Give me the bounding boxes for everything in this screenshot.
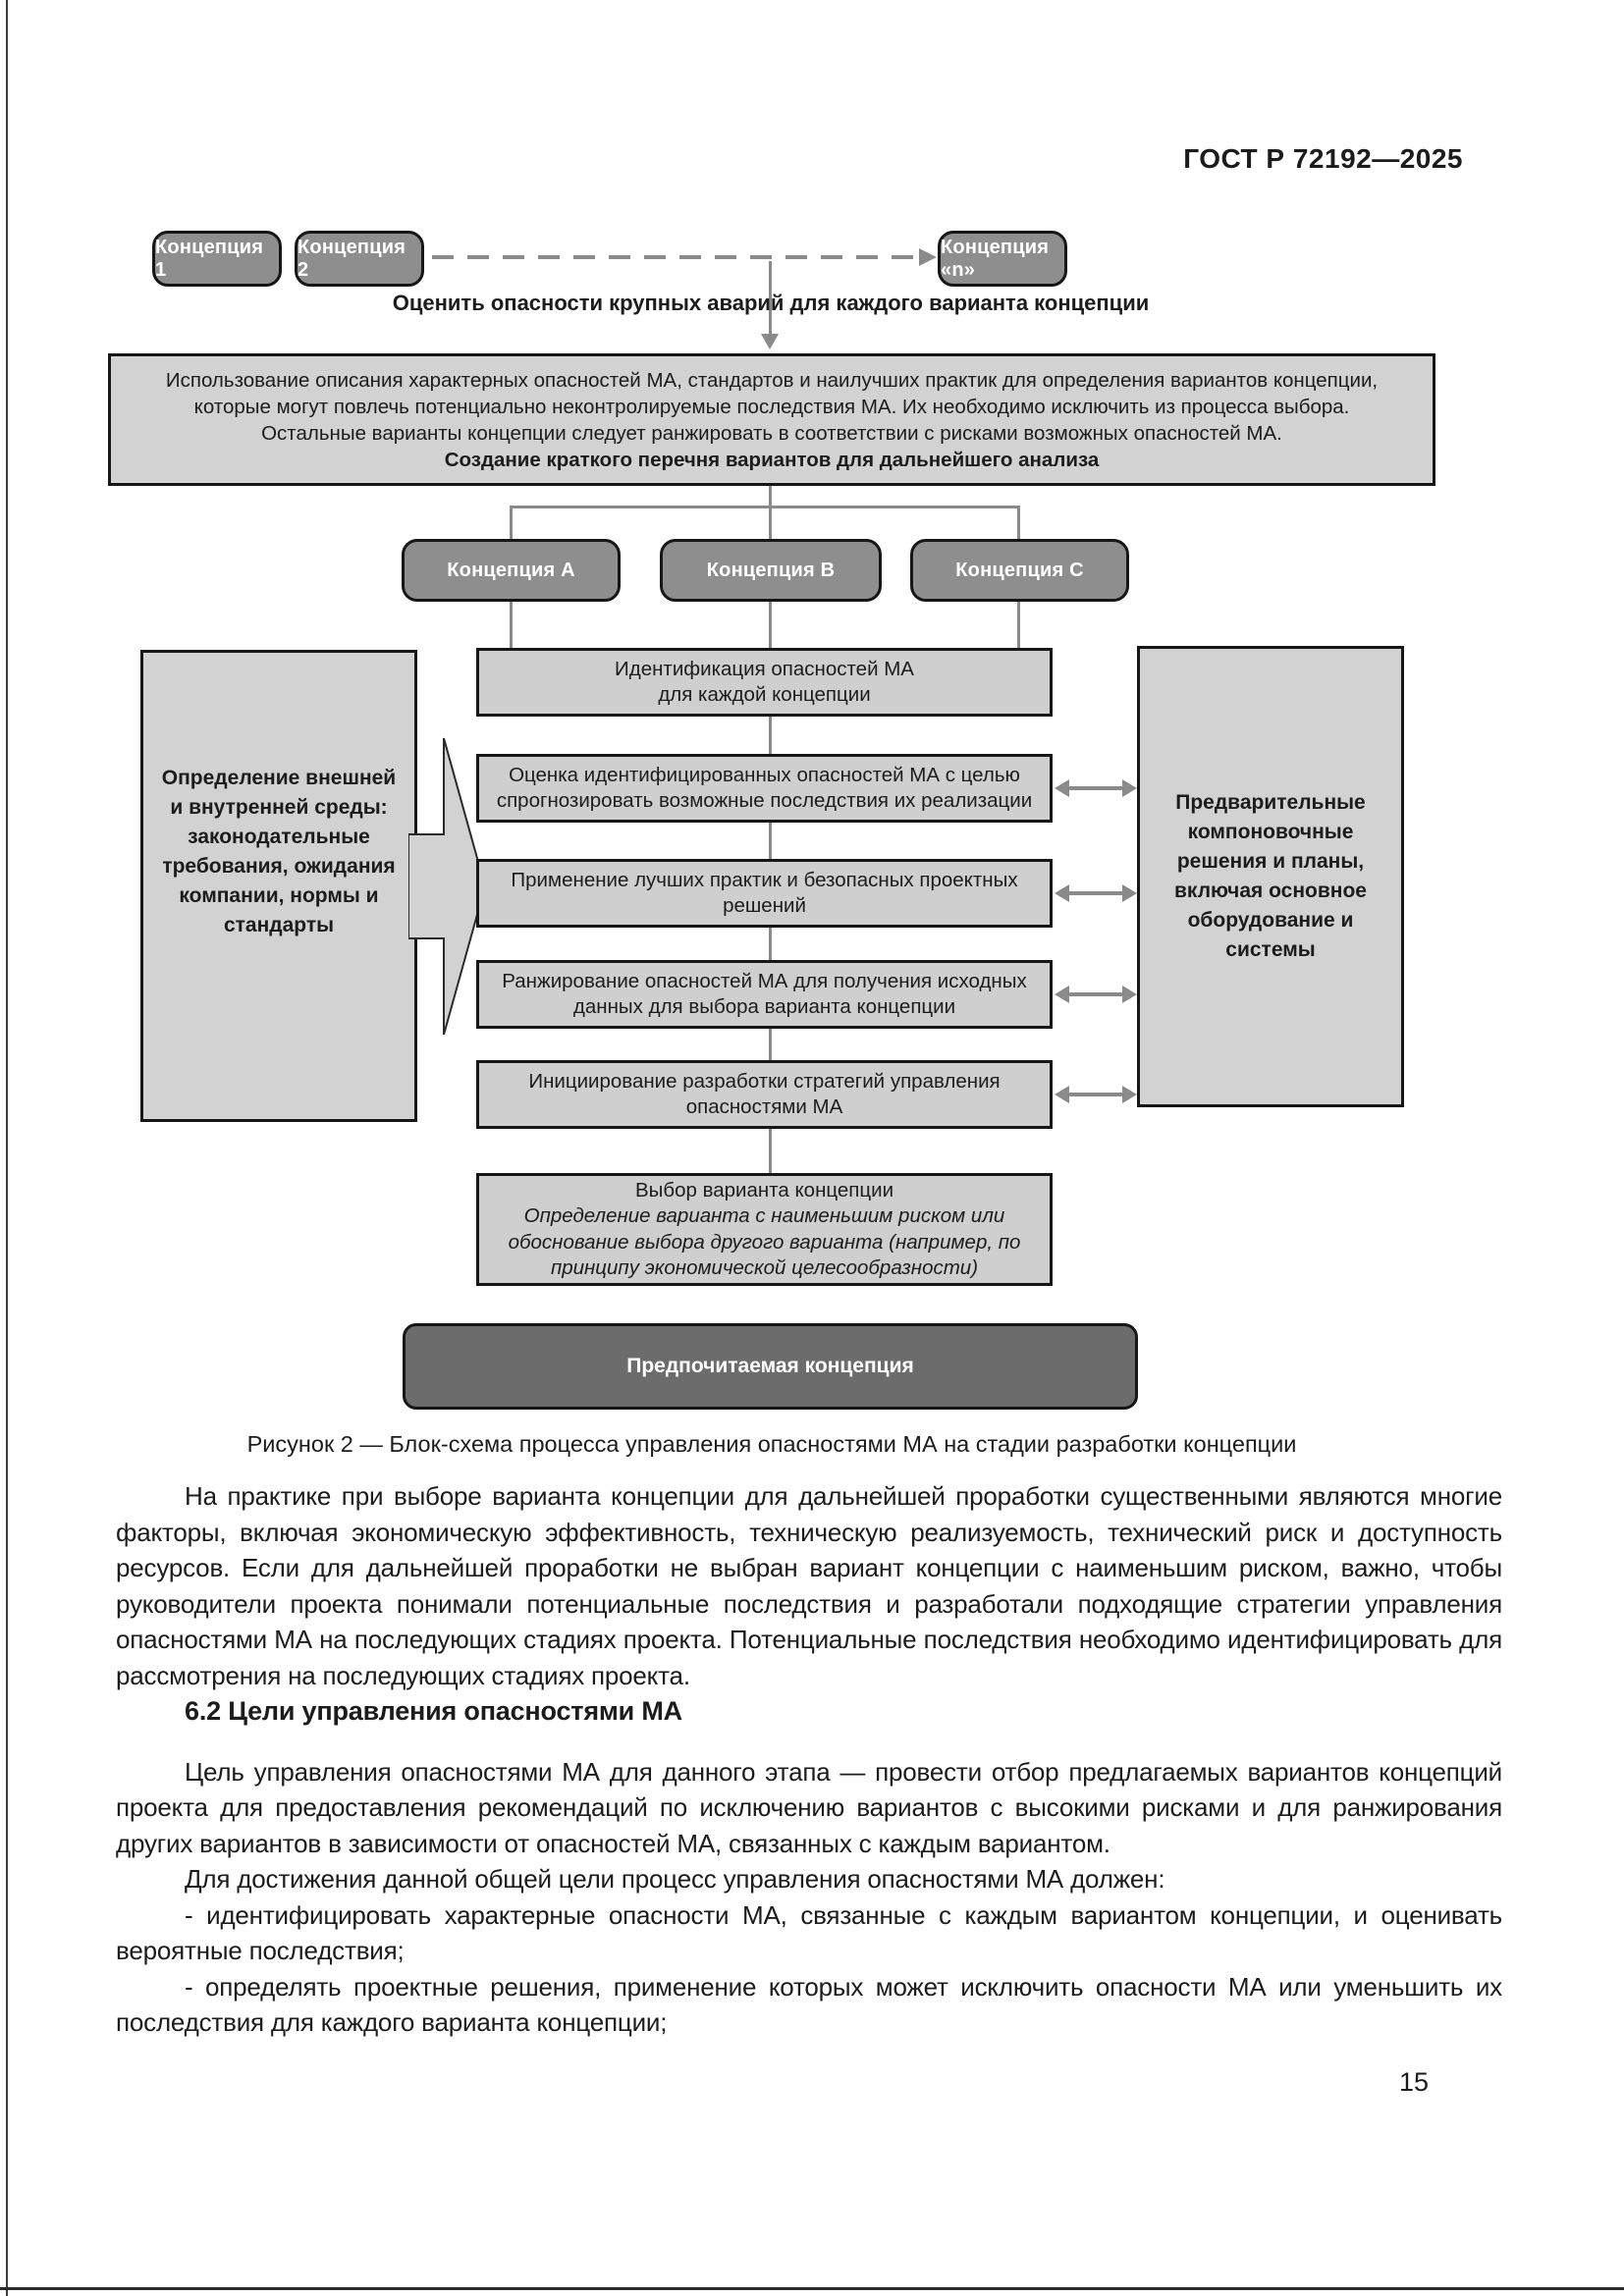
step-assessment-text: Оценка идентифицированных опасностей МА с целью спрогнозировать возможные последствия их реализации bbox=[496, 763, 1033, 812]
concept-2-box bbox=[295, 231, 424, 287]
double-arrow-icon bbox=[1055, 778, 1137, 798]
connector-line bbox=[769, 717, 772, 754]
screening-box-bold-line: Создание краткого перечня вариантов для дальнейшего анализа bbox=[444, 448, 1100, 471]
scan-edge-left bbox=[6, 0, 8, 2296]
connector-line bbox=[1017, 602, 1020, 648]
evaluate-hazards-label: Оценить опасности крупных аварий для каждого варианта концепции bbox=[392, 291, 1150, 315]
dashed-connector bbox=[432, 255, 921, 259]
page-number: 15 bbox=[1398, 2067, 1430, 2097]
body-text bbox=[116, 1478, 1502, 2041]
step-ranking-text: Ранжирование опасностей МА для получения исходных данных для выбора варианта концепции bbox=[502, 969, 1027, 1018]
concept-c-label: Концепция С bbox=[955, 559, 1084, 581]
paragraph-2: Цель управления опасностями МА для данного этапа — провести отбор предлагаемых вариантов концепций проекта для предоставления рекомендаций по исключению вариантов с высокими рисками и для ранжирования других вариантов в зависимости от опасностей МА, связанных с каждым вариантом. bbox=[116, 1756, 1502, 1858]
concept-2-label: Концепция 2 bbox=[298, 236, 406, 281]
down-arrowhead-icon bbox=[761, 334, 779, 349]
paragraph-3: Для достижения данной общей цели процесс управления опасностями МА должен: bbox=[185, 1864, 1165, 1894]
connector-line bbox=[510, 506, 513, 539]
connector-line bbox=[769, 928, 772, 960]
concept-1-box bbox=[152, 231, 282, 287]
concept-n-box bbox=[938, 231, 1067, 287]
screening-box-text: Использование описания характерных опасностей МА, стандартов и наилучших практик для определения вариантов концепции, которые могут повлечь потенциально неконтролируемые последствия МА. Их необходимо исключить из процесса выбора. Остальные варианты концепции следует ранжировать в соответствии с рисками возможных опасностей МА. bbox=[165, 368, 1379, 445]
concept-b-box bbox=[660, 539, 882, 602]
context-box-text: Определение внешней и внутренней среды: законодательные требования, ожидания компании, нормы и стандарты bbox=[161, 766, 397, 936]
concept-n-label: Концепция «n» bbox=[941, 236, 1050, 281]
preferred-concept-box bbox=[403, 1323, 1138, 1410]
double-arrow-icon bbox=[1055, 985, 1137, 1004]
step-strategy-box bbox=[476, 1060, 1053, 1129]
connector-line bbox=[769, 1129, 772, 1173]
connector-line bbox=[510, 602, 513, 648]
concept-a-box bbox=[402, 539, 621, 602]
connector-line bbox=[769, 823, 772, 859]
concept-a-label: Концепция А bbox=[447, 559, 575, 581]
step-ranking-box bbox=[476, 960, 1053, 1029]
step-identification-box bbox=[476, 648, 1053, 717]
layout-box-text: Предварительные компоновочные решения и планы, включая основное оборудование и системы bbox=[1174, 791, 1367, 961]
connector-line bbox=[769, 506, 772, 539]
context-box bbox=[140, 650, 417, 1122]
connector-line bbox=[769, 602, 772, 648]
step-best-practice-box bbox=[476, 859, 1053, 928]
concept-b-label: Концепция В bbox=[706, 559, 836, 581]
concept-c-box bbox=[910, 539, 1129, 602]
concept-1-label: Концепция 1 bbox=[155, 236, 264, 281]
layout-box bbox=[1137, 646, 1404, 1107]
step-assessment-box bbox=[476, 754, 1053, 823]
screening-box bbox=[108, 353, 1435, 486]
figure-caption: Рисунок 2 — Блок-схема процесса управления опасностями МА на стадии разработки концепции bbox=[246, 1431, 1297, 1457]
bullet-1: - идентифицировать характерные опасности МА, связанные с каждым вариантом концепции, и оценивать вероятные последствия; bbox=[116, 1899, 1502, 1965]
scan-edge-bottom bbox=[0, 2287, 1624, 2290]
selection-box-note: Определение варианта с наименьшим риском или обоснование выбора другого варианта (например, по принципу экономической целесообразности) bbox=[508, 1204, 1021, 1279]
step-best-practice-text: Применение лучших практик и безопасных проектных решений bbox=[511, 868, 1018, 917]
double-arrow-icon bbox=[1055, 883, 1137, 903]
step-identification-text: Идентификация опасностей МА для каждой концепции bbox=[615, 657, 914, 706]
paragraph-1: На практике при выборе варианта концепции для дальнейшей проработки существенными являются многие факторы, включая экономическую эффективность, техническую реализуемость, технический риск и доступность ресурсов. Если для дальнейшей проработки не выбран вариант концепции с наименьшим риском, важно, чтобы руководители проекта понимали потенциальные последствия и разработали подходящие стратегии управления опасностями МА на последующих стадиях проекта. Потенциальные последствия необходимо идентифицировать для рассмотрения на последующих стадиях проекта. bbox=[116, 1481, 1502, 1690]
step-strategy-text: Инициирование разработки стратегий управления опасностями МА bbox=[528, 1069, 1001, 1118]
doc-number: ГОСТ Р 72192—2025 bbox=[1183, 143, 1463, 174]
connector-line bbox=[769, 486, 772, 507]
bullet-2: - определять проектные решения, применение которых может исключить опасности МА или уменьшить их последствия для каждого варианта концепции; bbox=[116, 1971, 1502, 2037]
preferred-concept-label: Предпочитаемая концепция bbox=[626, 1355, 914, 1377]
connector-line bbox=[1017, 506, 1020, 539]
double-arrow-icon bbox=[1055, 1085, 1137, 1104]
dashed-arrowhead-icon bbox=[919, 248, 937, 266]
selection-box-title: Выбор варианта концепции bbox=[634, 1178, 894, 1201]
selection-box bbox=[476, 1173, 1053, 1286]
connector-line bbox=[769, 1029, 772, 1060]
section-heading-6-2: 6.2 Цели управления опасностями МА bbox=[185, 1696, 682, 1726]
connector-line bbox=[510, 506, 1020, 508]
